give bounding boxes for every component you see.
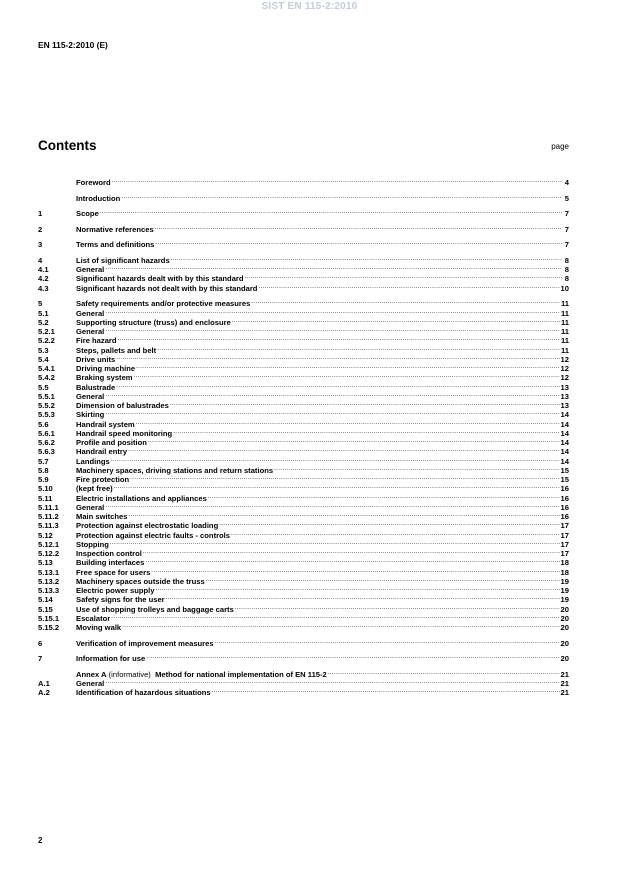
- toc-entry-number: 5.13: [38, 558, 53, 568]
- toc-entry-number: 5.6: [38, 419, 49, 429]
- toc-entry-page: 21: [560, 669, 569, 679]
- toc-entry-title-text: Balustrade: [76, 382, 116, 392]
- toc-entry-page: 7: [564, 209, 569, 219]
- toc-entry-number: 5.12.1: [38, 539, 60, 549]
- toc-entry-number: 5.12: [38, 530, 53, 540]
- toc-entry-number: A.1: [38, 678, 50, 688]
- toc-entry-page: 11: [560, 336, 569, 346]
- toc-entry-title: [76, 503, 104, 512]
- toc-entry-title-text: Landings: [76, 456, 110, 466]
- toc-entry-number: 5.11.1: [38, 502, 59, 512]
- toc-leader-dots: [121, 191, 562, 202]
- toc-entry-page: 11: [560, 308, 569, 318]
- toc-entry-number: 5.8: [38, 465, 49, 475]
- toc-entry[interactable]: [38, 225, 569, 234]
- toc-entry-title-text: Machinery spaces, driving stations and return stations: [76, 465, 274, 475]
- toc-entry-title-text: Steps, pallets and belt: [76, 345, 157, 355]
- toc-entry-title-text: Safety signs for the user: [76, 595, 165, 605]
- toc-entry-title-text: Skirting: [76, 410, 105, 420]
- toc-entry-page: 12: [560, 354, 569, 364]
- toc-entry-title-text: Dimension of balustrades: [76, 401, 169, 411]
- toc-entry-title-text: Introduction: [76, 193, 121, 203]
- toc-entry-title-text: Fire hazard: [76, 336, 117, 346]
- toc-entry-number: 5.4.1: [38, 364, 55, 374]
- toc-entry-number: 6: [38, 638, 43, 648]
- toc-entry-title: [76, 178, 111, 187]
- toc-entry[interactable]: [38, 194, 569, 203]
- toc-entry-number: 5.15.2: [38, 623, 60, 633]
- toc-entry-page: 16: [560, 512, 569, 522]
- toc-entry-title: [76, 240, 154, 249]
- document-id: EN 115-2:2010 (E): [38, 40, 108, 50]
- toc-entry-title-text: Use of shopping trolleys and baggage carts: [76, 604, 234, 614]
- toc-entry-page: 13: [560, 401, 569, 411]
- toc-entry-number: 5.7: [38, 456, 49, 466]
- toc-entry-title-text: Main switches: [76, 512, 128, 522]
- toc-leader-dots: [146, 651, 559, 662]
- toc-entry-title-text: Handrail entry: [76, 447, 128, 457]
- toc-entry-title-text: Inspection control: [76, 549, 142, 559]
- toc-entry-title-text: Electric installations and appliances: [76, 493, 207, 503]
- toc-entry-page: 8: [564, 274, 569, 284]
- toc-entry-title: [76, 688, 211, 697]
- toc-entry-title-text: Annex A: [76, 669, 107, 679]
- toc-entry-title-text: Handrail speed monitoring: [76, 428, 173, 438]
- toc-entry-title-text: Terms and definitions: [76, 240, 155, 250]
- toc-entry-title: [76, 420, 135, 429]
- toc-entry-title-text: Moving walk: [76, 623, 122, 633]
- toc-entry-title-text: Drive units: [76, 354, 116, 364]
- toc-entry-number: 5.14: [38, 595, 53, 605]
- toc-entry-title: [76, 327, 104, 336]
- toc-entry-number: 5.5.2: [38, 401, 55, 411]
- toc-entry-number: 5.2.2: [38, 336, 55, 346]
- toc-entry[interactable]: [38, 240, 569, 249]
- toc-entry-page: 16: [560, 484, 569, 494]
- watermark: SIST EN 115-2:2010: [261, 1, 358, 12]
- toc-entry-page: 17: [560, 521, 569, 531]
- toc-entry-page: 7: [564, 224, 569, 234]
- toc-entry-page: 18: [560, 558, 569, 568]
- toc-entry-title-text: Machinery spaces outside the truss: [76, 576, 205, 586]
- toc-entry-title: [76, 309, 104, 318]
- toc-entry-title: [76, 194, 120, 203]
- table-of-contents: [38, 178, 569, 697]
- toc-entry-page: 16: [560, 502, 569, 512]
- toc-leader-dots: [258, 281, 559, 292]
- toc-entry-number: 5.2.1: [38, 327, 55, 337]
- toc-entry-title: [76, 540, 109, 549]
- toc-entry[interactable]: [38, 178, 569, 187]
- toc-entry-title-text: Normative references: [76, 224, 154, 234]
- toc-entry-title-text: Building interfaces: [76, 558, 145, 568]
- toc-entry-title-text: Significant hazards dealt with by this standard: [76, 274, 244, 284]
- toc-entry-title-text: General: [76, 308, 105, 318]
- toc-entry-title: [76, 225, 154, 234]
- toc-entry-title-text: Escalator: [76, 613, 111, 623]
- toc-entry-title-text: Identification of hazardous situations: [76, 688, 211, 698]
- toc-entry-title-text: Verification of improvement measures: [76, 638, 214, 648]
- toc-entry-number: 5.11.2: [38, 512, 59, 522]
- toc-entry-title-text: Foreword: [76, 178, 111, 188]
- toc-entry-title-text: Free space for users: [76, 567, 151, 577]
- toc-entry-title: [76, 392, 104, 401]
- toc-entry-page: 13: [560, 391, 569, 401]
- toc-entry-title: [76, 457, 110, 466]
- toc-entry[interactable]: [38, 688, 569, 697]
- toc-entry-title: [76, 623, 121, 632]
- toc-entry-page: 16: [560, 493, 569, 503]
- toc-entry-page: 12: [560, 364, 569, 374]
- toc-entry-title: [76, 284, 257, 293]
- contents-heading: Contents: [38, 138, 97, 153]
- toc-entry-page: 14: [560, 447, 569, 457]
- toc-entry-title-text: Electric power supply: [76, 586, 155, 596]
- toc-entry-number: 5.4.2: [38, 373, 55, 383]
- toc-entry-title-text: Protection against electrostatic loading: [76, 521, 219, 531]
- toc-entry-title-rest: Method for national implementation of EN 115-2: [150, 669, 327, 679]
- toc-leader-dots: [122, 620, 559, 631]
- toc-entry-page: 19: [560, 586, 569, 596]
- toc-entry-page: 20: [560, 604, 569, 614]
- toc-entry-page: 20: [560, 638, 569, 648]
- toc-entry-number: 4.1: [38, 265, 49, 275]
- page-column-label: page: [551, 142, 569, 151]
- toc-entry-title-text: Scope: [76, 209, 99, 219]
- toc-entry-title: [76, 614, 110, 623]
- toc-entry-title: [76, 355, 115, 364]
- toc-entry-number: 5.1: [38, 308, 49, 318]
- toc-entry-page: 18: [560, 567, 569, 577]
- toc-entry-title: [76, 639, 214, 648]
- toc-entry-number: 5.15.1: [38, 613, 60, 623]
- toc-entry-number: 5.11: [38, 493, 53, 503]
- toc-entry-title: [76, 549, 142, 558]
- toc-entry-number: 5.13.2: [38, 576, 60, 586]
- toc-entry-number: 5.9: [38, 475, 49, 485]
- toc-entry-page: 14: [560, 438, 569, 448]
- toc-entry-number: 4.3: [38, 283, 49, 293]
- toc-entry-number: 5.5.3: [38, 410, 55, 420]
- toc-entry-number: 7: [38, 654, 43, 664]
- toc-entry-page: 17: [560, 530, 569, 540]
- toc-entry-page: 20: [560, 613, 569, 623]
- page-number: 2: [38, 836, 43, 845]
- toc-leader-dots: [155, 222, 562, 233]
- toc-entry-page: 20: [560, 654, 569, 664]
- toc-entry-title: [76, 558, 144, 567]
- toc-entry[interactable]: [38, 283, 569, 292]
- toc-entry-title-text: Supporting structure (truss) and enclosure: [76, 317, 231, 327]
- toc-entry-title: [76, 595, 165, 604]
- toc-entry-title-text: (kept free): [76, 484, 113, 494]
- toc-leader-dots: [112, 175, 562, 186]
- toc-entry-number: 3: [38, 240, 43, 250]
- toc-entry-title-text: Significant hazards not dealt with by this standard: [76, 283, 258, 293]
- toc-entry-page: 17: [560, 549, 569, 559]
- toc-entry-page: 12: [560, 373, 569, 383]
- toc-entry[interactable]: [38, 209, 569, 218]
- toc-entry-page: 11: [560, 345, 569, 355]
- toc-leader-dots: [100, 206, 562, 217]
- toc-entry-page: 7: [564, 240, 569, 250]
- toc-entry-title-text: Safety requirements and/or protective measures: [76, 299, 251, 309]
- toc-entry-page: 19: [560, 595, 569, 605]
- toc-entry-number: 5.5: [38, 382, 49, 392]
- toc-entry-title: [76, 512, 127, 521]
- toc-entry-number: 5.6.1: [38, 428, 55, 438]
- toc-entry-page: 20: [560, 623, 569, 633]
- toc-entry-title: [76, 336, 117, 345]
- toc-entry-page: 13: [560, 382, 569, 392]
- toc-entry-title-text: Fire protection: [76, 475, 130, 485]
- toc-entry-page: 14: [560, 456, 569, 466]
- toc-entry-page: 4: [564, 178, 569, 188]
- toc-entry-page: 5: [564, 193, 569, 203]
- toc-entry-title-text: General: [76, 265, 105, 275]
- toc-entry-title-text: Braking system: [76, 373, 133, 383]
- toc-entry-number: 5.10: [38, 484, 53, 494]
- toc-entry-title-text: Information for use: [76, 654, 146, 664]
- toc-entry-title-text: General: [76, 678, 105, 688]
- toc-entry-title-text: General: [76, 391, 105, 401]
- toc-entry-page: 11: [560, 327, 569, 337]
- toc-entry-number: 5.13.1: [38, 567, 60, 577]
- toc-entry-page: 10: [560, 283, 569, 293]
- toc-entry[interactable]: [38, 654, 569, 663]
- toc-entry-page: 14: [560, 428, 569, 438]
- toc-entry-title-text: General: [76, 327, 105, 337]
- toc-entry-title: [76, 484, 113, 493]
- toc-entry-number: 5.6.3: [38, 447, 55, 457]
- toc-entry-page: 11: [560, 299, 569, 309]
- toc-leader-dots: [155, 237, 562, 248]
- toc-entry-number: 5.15: [38, 604, 53, 614]
- toc-entry-number: A.2: [38, 688, 50, 698]
- toc-entry-title: [76, 521, 218, 530]
- toc-leader-dots: [215, 636, 560, 647]
- toc-entry-title-text: Stopping: [76, 539, 109, 549]
- toc-entry-title: [76, 274, 244, 283]
- toc-entry-number: 5.13.3: [38, 586, 60, 596]
- toc-entry-number: 4.2: [38, 274, 49, 284]
- toc-entry-title: [76, 209, 99, 218]
- toc-entry-title-text: List of significant hazards: [76, 255, 170, 265]
- toc-entry-number: 5.6.2: [38, 438, 55, 448]
- toc-entry-title-text: Protection against electric faults - controls: [76, 530, 231, 540]
- toc-entry-title: [76, 654, 145, 663]
- toc-entry-number: 5.11.3: [38, 521, 59, 531]
- toc-leader-dots: [212, 685, 560, 696]
- toc-entry-number: 5.12.2: [38, 549, 60, 559]
- toc-entry-title: [76, 410, 104, 419]
- toc-entry-number: 5.3: [38, 345, 49, 355]
- toc-entry-number: 2: [38, 224, 43, 234]
- toc-entry-title: [76, 364, 135, 373]
- toc-entry-page: 19: [560, 576, 569, 586]
- toc-entry-number: 1: [38, 209, 43, 219]
- toc-entry-page: 17: [560, 539, 569, 549]
- toc-entry[interactable]: [38, 623, 569, 632]
- toc-entry-page: 8: [564, 255, 569, 265]
- toc-entry-title-annotation: (informative): [106, 669, 151, 679]
- toc-entry-number: 5: [38, 299, 43, 309]
- toc-entry-number: 5.2: [38, 317, 49, 327]
- toc-entry-page: 11: [560, 317, 569, 327]
- toc-entry-page: 15: [560, 465, 569, 475]
- toc-entry[interactable]: [38, 638, 569, 647]
- toc-entry-page: 21: [560, 688, 569, 698]
- toc-entry-title: [76, 265, 104, 274]
- toc-entry-title: [76, 568, 150, 577]
- toc-entry-title: [76, 679, 104, 688]
- toc-entry-title-text: Handrail system: [76, 419, 135, 429]
- toc-entry-title-text: General: [76, 502, 105, 512]
- toc-entry-page: 14: [560, 410, 569, 420]
- toc-entry-number: 5.5.1: [38, 391, 55, 401]
- toc-entry-page: 15: [560, 475, 569, 485]
- toc-entry-page: 14: [560, 419, 569, 429]
- toc-entry-title-text: Driving machine: [76, 364, 136, 374]
- toc-entry-page: 21: [560, 678, 569, 688]
- toc-entry-title-text: Profile and position: [76, 438, 147, 448]
- toc-entry-number: 5.4: [38, 354, 49, 364]
- toc-entry-number: 4: [38, 255, 43, 265]
- toc-entry-title: [76, 586, 155, 595]
- toc-entry-page: 8: [564, 265, 569, 275]
